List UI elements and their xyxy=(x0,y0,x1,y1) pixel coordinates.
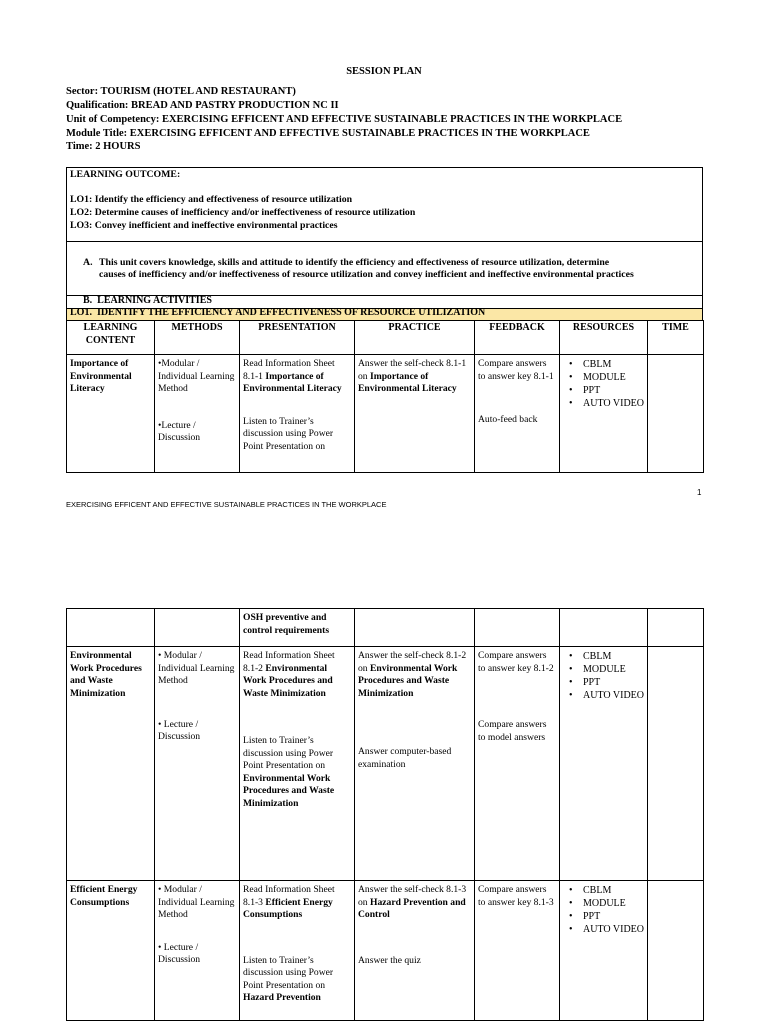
resource-item: • MODULE xyxy=(583,897,644,910)
intro-line-2: causes of inefficiency and/or ineffectiveness of resource utilization and convey inefficient and ineffective environmental practices xyxy=(99,269,634,280)
feedback-cell xyxy=(475,881,560,1021)
col-header-time: TIME xyxy=(648,321,704,355)
practice-selfcheck-text: Answer the self-check 8.1-2 on xyxy=(358,650,467,674)
empty-cell xyxy=(560,609,648,647)
footer-text: EXERCISING EFFICENT AND EFFECTIVE SUSTAINABLE PRACTICES IN THE WORKPLACE xyxy=(66,500,387,509)
practice-exam-text: Answer computer-based examination xyxy=(358,746,452,770)
time-line: Time: 2 HOURS xyxy=(66,141,141,152)
method-lecture: • Lecture / Discussion xyxy=(158,718,201,742)
empty-cell xyxy=(355,609,475,647)
intro-marker: A. xyxy=(83,257,93,268)
lo3-text: LO3: Convey inefficient and ineffective environmental practices xyxy=(70,220,338,231)
resource-item: • AUTO VIDEO xyxy=(583,397,644,410)
practice-quiz-text: Answer the quiz xyxy=(358,954,421,966)
unit-line: Unit of Competency: EXERCISING EFFICENT AND EFFECTIVE SUSTAINABLE PRACTICES IN THE WORKPLACE xyxy=(66,114,623,125)
lo1-text: LO1: Identify the efficiency and effectiveness of resource utilization xyxy=(70,194,353,205)
col-header-presentation: PRESENTATION xyxy=(240,321,355,355)
resources-cell xyxy=(560,355,648,473)
resource-item: • CBLM xyxy=(583,358,644,371)
methods-cell xyxy=(155,881,240,1021)
presentation-continued: OSH preventive and control requirements xyxy=(240,609,355,647)
presentation-listen-text: Listen to Trainer’s discussion using Power Point Presentation on xyxy=(243,415,334,452)
learning-outcome-heading: LEARNING OUTCOME: xyxy=(70,169,181,180)
resources-list xyxy=(563,650,644,702)
col-header-feedback: FEEDBACK xyxy=(475,321,560,355)
method-lecture: •Lecture / Discussion xyxy=(158,419,201,443)
resource-item: • CBLM xyxy=(583,884,644,897)
time-cell xyxy=(648,355,704,473)
feedback-auto: Auto-feed back xyxy=(478,414,538,425)
col-header-resources: RESOURCES xyxy=(560,321,648,355)
activities-heading: B. LEARNING ACTIVITIES xyxy=(83,295,212,306)
presentation-read-text: Read Information Sheet 8.1-3 xyxy=(243,884,335,908)
method-modular: •Modular / Individual Learning Method xyxy=(158,358,235,394)
time-cell xyxy=(648,647,704,881)
feedback-compare: Compare answers to answer key 8.1-1 xyxy=(478,358,554,382)
feedback-model: Compare answers to model answers xyxy=(478,719,547,743)
feedback-cell xyxy=(475,647,560,881)
learning-content-cell: Importance of Environmental Literacy xyxy=(67,355,155,473)
col-header-practice: PRACTICE xyxy=(355,321,475,355)
practice-cell xyxy=(355,881,475,1021)
time-cell xyxy=(648,881,704,1021)
page-number: 1 xyxy=(697,488,702,497)
presentation-read-topic: Importance of Environmental Literacy xyxy=(243,370,342,394)
table-row xyxy=(67,647,704,881)
presentation-cell xyxy=(240,647,355,881)
page-title: SESSION PLAN xyxy=(346,66,422,77)
presentation-listen-text: Listen to Trainer’s discussion using Power Point Presentation on xyxy=(243,735,334,771)
method-lecture: • Lecture / Discussion xyxy=(158,941,201,965)
table-header-row xyxy=(67,321,704,355)
practice-selfcheck-topic: Importance of Environmental Literacy xyxy=(358,370,457,394)
presentation-read-text: Read Information Sheet 8.1-2 xyxy=(243,650,335,674)
empty-cell xyxy=(475,609,560,647)
sector-line: Sector: TOURISM (HOTEL AND RESTAURANT) xyxy=(66,86,296,97)
empty-cell xyxy=(648,609,704,647)
intro-line-1: This unit covers knowledge, skills and attitude to identify the efficiency and effectiveness of resource utilization, determine xyxy=(99,257,610,268)
practice-selfcheck-topic: Hazard Prevention and Control xyxy=(358,896,466,920)
method-modular: • Modular / Individual Learning Method xyxy=(158,884,235,920)
table-row xyxy=(67,881,704,1021)
feedback-compare: Compare answers to answer key 8.1-2 xyxy=(478,650,554,674)
learning-content-cell: Efficient Energy Consumptions xyxy=(67,881,155,1021)
feedback-cell xyxy=(475,355,560,473)
resource-item: • PPT xyxy=(583,676,644,689)
practice-selfcheck-text: Answer the self-check 8.1-3 on xyxy=(358,884,467,908)
resources-list xyxy=(563,884,644,936)
methods-cell xyxy=(155,647,240,881)
empty-cell xyxy=(155,609,240,647)
presentation-cell xyxy=(240,355,355,473)
resource-item: • AUTO VIDEO xyxy=(583,923,644,936)
resources-cell xyxy=(560,647,648,881)
lo2-text: LO2: Determine causes of inefficiency and/or ineffectiveness of resource utilization xyxy=(70,207,416,218)
resource-item: • CBLM xyxy=(583,650,644,663)
practice-selfcheck-text: Answer the self-check 8.1-1 on xyxy=(358,358,467,382)
resources-cell xyxy=(560,881,648,1021)
activities-table-page1 xyxy=(66,320,704,473)
empty-cell xyxy=(67,609,155,647)
practice-cell xyxy=(355,355,475,473)
resource-item: • PPT xyxy=(583,384,644,397)
lo-banner-text: LO1. IDENTIFY THE EFFICIENCY AND EFFECTIVENESS OF RESOURCE UTILIZATION xyxy=(70,307,486,318)
col-header-methods: METHODS xyxy=(155,321,240,355)
presentation-read-topic: Efficient Energy Consumptions xyxy=(243,896,333,920)
table-row xyxy=(67,609,704,647)
practice-cell xyxy=(355,647,475,881)
resource-item: • PPT xyxy=(583,910,644,923)
col-header-content: LEARNING CONTENT xyxy=(67,321,155,355)
resources-list xyxy=(563,358,644,410)
resource-item: • MODULE xyxy=(583,371,644,384)
presentation-cell xyxy=(240,881,355,1021)
table-row xyxy=(67,355,704,473)
feedback-compare: Compare answers to answer key 8.1-3 xyxy=(478,884,554,908)
learning-content-cell: Environmental Work Procedures and Waste Minimization xyxy=(67,647,155,881)
presentation-listen-topic: Environmental Work Procedures and Waste Minimization xyxy=(243,772,335,809)
presentation-listen-topic: Hazard Prevention xyxy=(243,992,321,1003)
qualification-line: Qualification: BREAD AND PASTRY PRODUCTION NC II xyxy=(66,100,339,111)
resource-item: • MODULE xyxy=(583,663,644,676)
practice-selfcheck-topic: Environmental Work Procedures and Waste Minimization xyxy=(358,662,458,699)
presentation-read-topic: Environmental Work Procedures and Waste Minimization xyxy=(243,662,333,699)
module-line: Module Title: EXERCISING EFFICENT AND EFFECTIVE SUSTAINABLE PRACTICES IN THE WORKPLACE xyxy=(66,128,590,139)
presentation-read-text: Read Information Sheet 8.1-1 xyxy=(243,358,335,382)
presentation-listen-text: Listen to Trainer’s discussion using Power Point Presentation on xyxy=(243,954,334,991)
methods-cell xyxy=(155,355,240,473)
activities-table-page2 xyxy=(66,608,704,1021)
method-modular: • Modular / Individual Learning Method xyxy=(158,650,235,686)
resource-item: • AUTO VIDEO xyxy=(583,689,644,702)
